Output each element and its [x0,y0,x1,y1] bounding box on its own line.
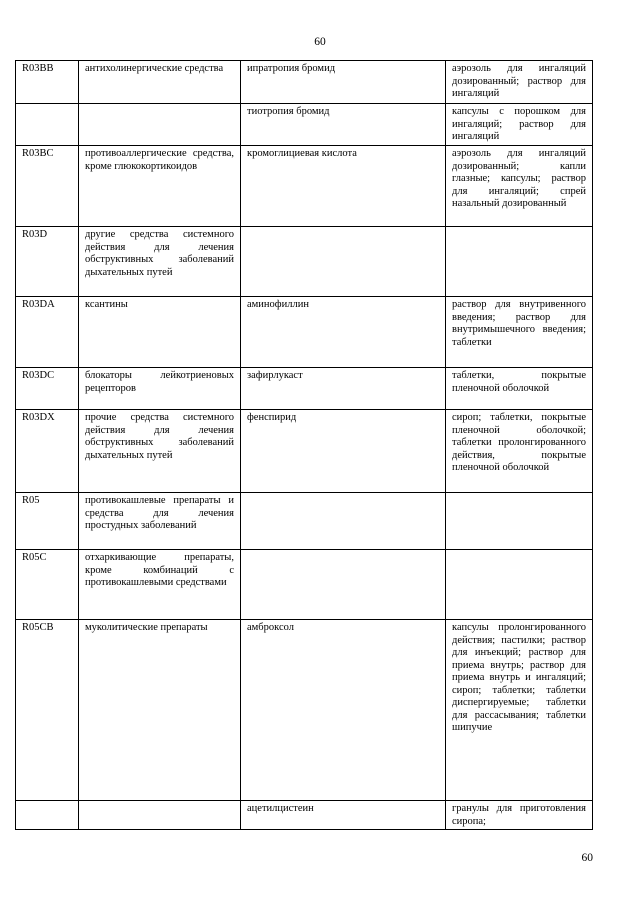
atc-code-cell: R03DX [16,410,79,493]
table-row [16,297,593,368]
table-row [16,620,593,801]
table-row [16,146,593,227]
atc-code-cell: R03DC [16,368,79,410]
group-cell: другие средства системного действия для лечения обструктивных заболеваний дыхательных путей [79,227,241,297]
atc-code-cell: R03DA [16,297,79,368]
group-cell [79,801,241,830]
group-cell: муколитические препараты [79,620,241,801]
group-cell: антихолинергические средства [79,61,241,104]
atc-code-cell: R03BB [16,61,79,104]
drug-name-cell: фенспирид [241,410,446,493]
page-number-bottom: 60 [581,852,593,864]
group-cell: противоаллергические средства, кроме глюкокортикоидов [79,146,241,227]
drug-name-cell: кромоглициевая кислота [241,146,446,227]
atc-code-cell [16,104,79,146]
dosage-form-cell: таблетки, покрытые пленочной оболочкой [446,368,593,410]
group-cell: ксантины [79,297,241,368]
dosage-form-cell: капсулы с порошком для ингаляций; раствор для ингаляций [446,104,593,146]
drug-table [15,60,593,830]
group-cell [79,104,241,146]
dosage-form-cell [446,550,593,620]
dosage-form-cell: гранулы для приготовления сиропа; [446,801,593,830]
table-row [16,801,593,830]
atc-code-cell: R05 [16,493,79,550]
table-row [16,368,593,410]
drug-name-cell [241,493,446,550]
dosage-form-cell: раствор для внутривенного введения; раствор для внутримышечного введения; таблетки [446,297,593,368]
table-row [16,104,593,146]
table-row [16,227,593,297]
dosage-form-cell [446,493,593,550]
drug-name-cell: зафирлукаст [241,368,446,410]
atc-code-cell: R03BC [16,146,79,227]
table-row [16,61,593,104]
page-number-top: 60 [314,36,326,48]
table-row [16,410,593,493]
table-row [16,493,593,550]
drug-name-cell: амброксол [241,620,446,801]
dosage-form-cell: аэрозоль для ингаляций дозированный; капли глазные; капсулы; раствор для ингаляций; спрей назальный дозированный [446,146,593,227]
atc-code-cell: R05C [16,550,79,620]
drug-name-cell [241,550,446,620]
drug-name-cell: ипратропия бромид [241,61,446,104]
drug-name-cell [241,227,446,297]
dosage-form-cell: капсулы пролонгированного действия; пастилки; раствор для инъекций; раствор для приема внутрь; раствор для приема внутрь и ингаляций; сироп; таблетки; таблетки диспергируемые; таблетки для рассасывания; таблетки шипучие [446,620,593,801]
group-cell: отхаркивающие препараты, кроме комбинаций с противокашлевыми средствами [79,550,241,620]
atc-code-cell: R03D [16,227,79,297]
drug-name-cell: тиотропия бромид [241,104,446,146]
atc-code-cell [16,801,79,830]
group-cell: прочие средства системного действия для лечения обструктивных заболеваний дыхательных путей [79,410,241,493]
table-row [16,550,593,620]
drug-name-cell: ацетилцистеин [241,801,446,830]
dosage-form-cell: аэрозоль для ингаляций дозированный; раствор для ингаляций [446,61,593,104]
group-cell: противокашлевые препараты и средства для лечения простудных заболеваний [79,493,241,550]
dosage-form-cell: сироп; таблетки, покрытые пленочной оболочкой; таблетки пролонгированного действия, покрытые пленочной оболочкой [446,410,593,493]
group-cell: блокаторы лейкотриеновых рецепторов [79,368,241,410]
dosage-form-cell [446,227,593,297]
drug-name-cell: аминофиллин [241,297,446,368]
atc-code-cell: R05CB [16,620,79,801]
